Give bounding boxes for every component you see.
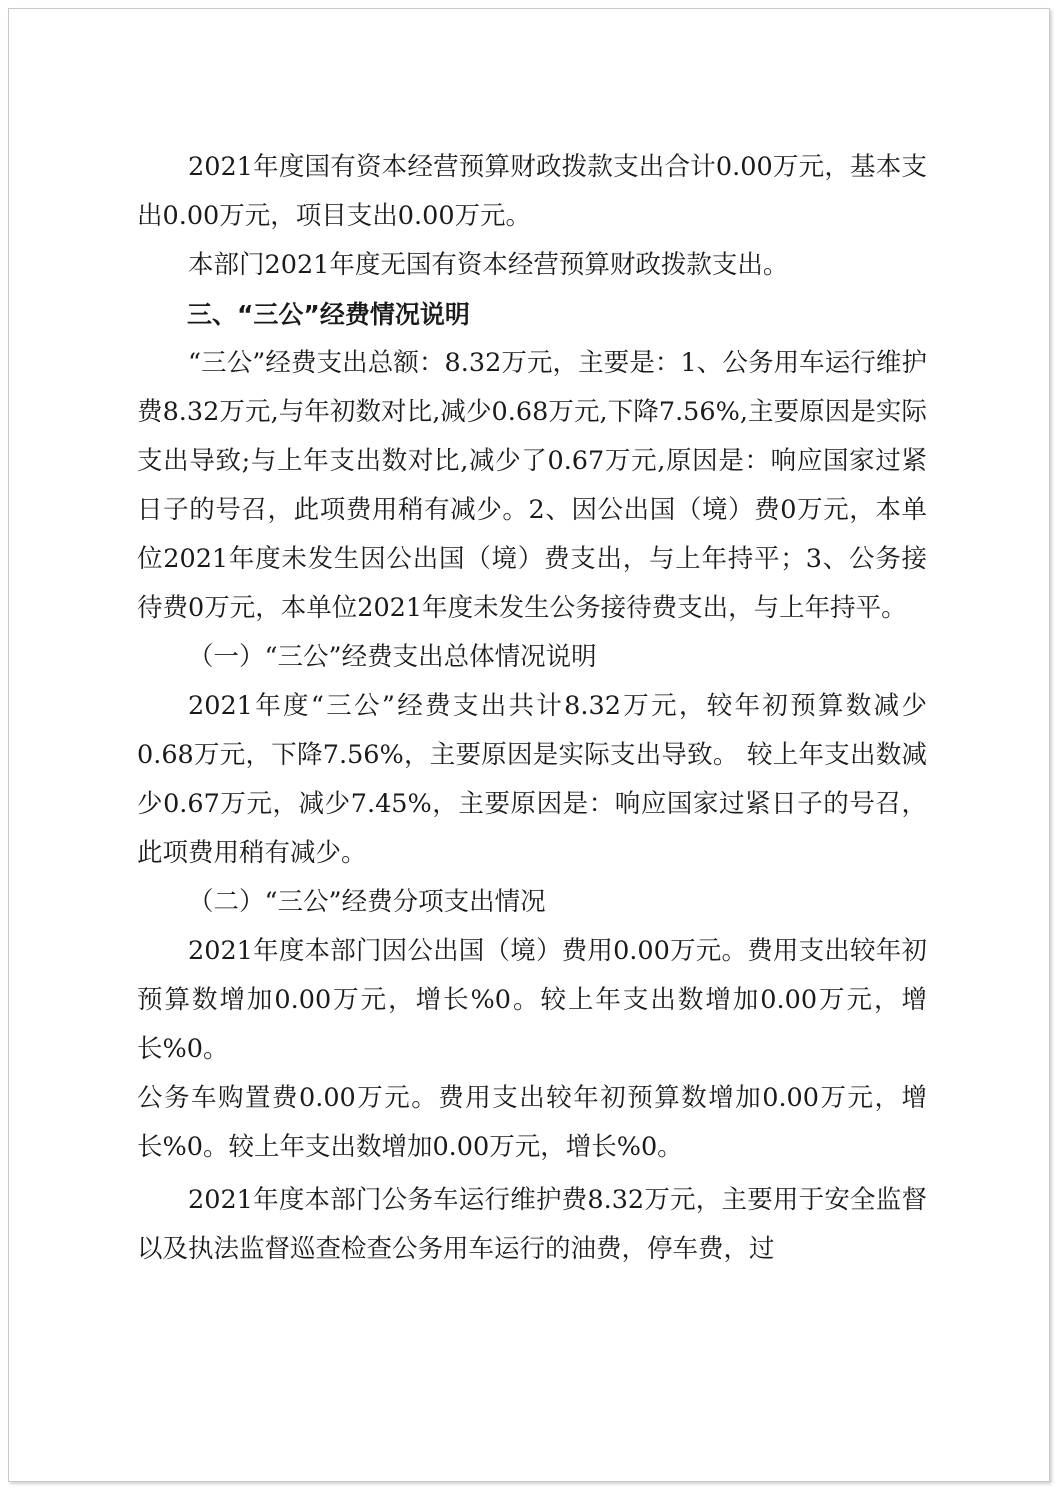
paragraph-vehicle-maintenance: 2021年度本部门公务车运行维护费8.32万元，主要用于安全监督以及执法监督巡查检查公务用车运行的油费，停车费，过 <box>137 1185 927 1264</box>
paragraph-no-state-capital-spending: 本部门2021年度无国有资本经营预算财政拨款支出。 <box>188 250 789 280</box>
paragraph-overseas-travel: 2021年度本部门因公出国（境）费用0.00万元。费用支出较年初预算数增加0.00万元，增长%0。较上年支出数增加0.00万元，增长%0。 <box>137 936 927 1064</box>
document-body <box>137 143 927 1274</box>
subheading-overall: （一）“三公”经费支出总体情况说明 <box>188 642 597 672</box>
section-heading-three-public: 三、“三公”经费情况说明 <box>187 300 470 329</box>
paragraph-vehicle-purchase: 公务车购置费0.00万元。费用支出较年初预算数增加0.00万元，增长%0。较上年支出数增加0.00万元，增长%0。 <box>137 1083 927 1162</box>
paragraph-three-public-total: “三公”经费支出总额：8.32万元，主要是：1、公务用车运行维护费8.32万元,与年初数对比,减少0.68万元,下降7.56%,主要原因是实际支出导致;与上年支出数对比,减少了0.67万元,原因是：响应国家过紧日子的号召，此项费用稍有减少。2、因公出国（境）费0万元，本单位2021年度未发生因公出国（境）费支出，与上年持平；3、公务接待费0万元，本单位2021年度未发生公务接待费支出，与上年持平。 <box>137 348 927 623</box>
paragraph-overall-details: 2021年度“三公”经费支出共计8.32万元，较年初预算数减少0.68万元，下降7.56%，主要原因是实际支出导致。 较上年支出数减少0.67万元，减少7.45%，主要原因是：响应国家过紧日子的号召，此项费用稍有减少。 <box>137 691 927 868</box>
paragraph-state-capital-budget: 2021年度国有资本经营预算财政拨款支出合计0.00万元，基本支出0.00万元，项目支出0.00万元。 <box>137 152 927 231</box>
subheading-itemized: （二）“三公”经费分项支出情况 <box>188 887 546 917</box>
document-page <box>8 8 1050 1482</box>
